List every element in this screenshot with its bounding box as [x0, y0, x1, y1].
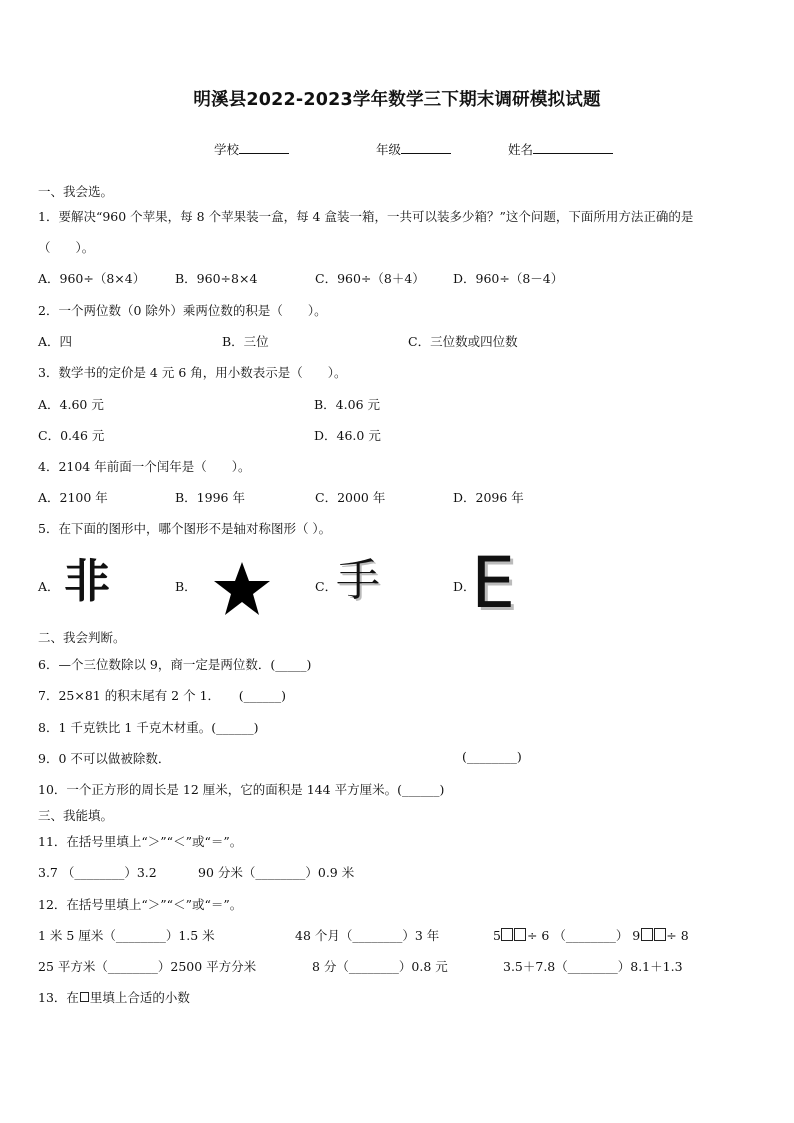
shou-character-figure: 手 [336, 555, 380, 606]
name-blank[interactable] [533, 140, 613, 154]
judge-q6: 6．—个三位数除以 9，商一定是两位数．(_____) [38, 657, 312, 672]
section-heading-2: 二、我会判断。 [38, 630, 126, 645]
name-label: 姓名 [508, 142, 534, 157]
fill-q12-r2-c[interactable]: 3.5＋7.8（________）8.1＋1.3 [503, 959, 683, 974]
small-box-icon [80, 992, 89, 1002]
fill-q11-stem: 11．在括号里填上“＞”“＜”或“＝”。 [38, 834, 243, 849]
fill-q12-r2-a[interactable]: 25 平方米（________）2500 平方分米 [38, 959, 257, 974]
q1-stem-line1: 1．要解决“960 个苹果，每 8 个苹果装一盒，每 4 盒装一箱，一共可以装多少箱？”这个问题，下面所用方法正确的是 [38, 209, 694, 224]
school-field [214, 140, 289, 158]
q5-option-c-label[interactable]: C． [315, 579, 338, 594]
fill-q12-r1-c-pre: 5 [493, 928, 501, 943]
q2-option-a[interactable]: A．四 [38, 334, 73, 349]
name-field [508, 140, 613, 158]
q1-stem-line2: （ ）。 [38, 240, 95, 255]
digit-box[interactable] [654, 928, 666, 941]
letter-e-figure: E [471, 542, 516, 624]
fill-q13-post: 里填上合适的小数 [89, 990, 190, 1005]
q3-option-c[interactable]: C．0.46 元 [38, 428, 105, 443]
fill-q12-r1-c-mid: ÷ 6 （________） 9 [526, 928, 641, 943]
q2-option-c[interactable]: C．三位数或四位数 [408, 334, 518, 349]
judge-q8: 8．1 千克铁比 1 千克木材重。(______) [38, 720, 259, 735]
q4-option-a[interactable]: A．2100 年 [38, 490, 108, 505]
judge-q7: 7．25×81 的积末尾有 2 个 1． (______) [38, 688, 287, 703]
digit-box[interactable] [501, 928, 513, 941]
q2-stem: 2．一个两位数（0 除外）乘两位数的积是（ ）。 [38, 303, 327, 318]
fill-q13-pre: 13．在 [38, 990, 79, 1005]
q1-option-d[interactable]: D．960÷（8－4） [453, 271, 564, 286]
section-heading-3: 三、我能填。 [38, 808, 114, 823]
judge-q9-blank[interactable]: (________) [462, 749, 522, 764]
fill-q12-r2-b[interactable]: 8 分（________）0.8 元 [312, 959, 448, 974]
q4-option-d[interactable]: D．2096 年 [453, 490, 524, 505]
q2-option-b[interactable]: B．三位 [222, 334, 269, 349]
fill-q13 [38, 988, 190, 1006]
fill-q11-b[interactable]: 90 分米（________）0.9 米 [198, 865, 355, 880]
digit-box[interactable] [641, 928, 653, 941]
q4-stem: 4．2104 年前面一个闰年是（ ）。 [38, 459, 251, 474]
school-blank[interactable] [239, 140, 289, 154]
q4-option-b[interactable]: B．1996 年 [175, 490, 245, 505]
q5-stem: 5．在下面的图形中，哪个图形不是轴对称图形（ ）。 [38, 521, 332, 536]
q4-option-c[interactable]: C．2000 年 [315, 490, 386, 505]
q3-stem: 3．数学书的定价是 4 元 6 角，用小数表示是（ ）。 [38, 365, 347, 380]
digit-box[interactable] [514, 928, 526, 941]
star-icon [212, 560, 272, 621]
q5-option-a-label[interactable]: A． [38, 579, 60, 594]
fill-q12-stem: 12．在括号里填上“＞”“＜”或“＝”。 [38, 897, 243, 912]
fill-q12-r1-a[interactable]: 1 米 5 厘米（________）1.5 米 [38, 928, 215, 943]
q3-option-b[interactable]: B．4.06 元 [314, 397, 380, 412]
fei-character-figure: 非 [64, 554, 110, 608]
judge-q9: 9．0 不可以做被除数． [38, 751, 171, 766]
grade-field [376, 140, 451, 158]
school-label: 学校 [214, 142, 240, 157]
q5-option-d-label[interactable]: D． [453, 579, 476, 594]
judge-q10: 10．一个正方形的周长是 12 厘米，它的面积是 144 平方厘米。(______) [38, 782, 445, 797]
fill-q12-r1-b[interactable]: 48 个月（________）3 年 [295, 928, 440, 943]
q3-option-a[interactable]: A．4.60 元 [38, 397, 104, 412]
page-title: 明溪县2022-2023学年数学三下期末调研模拟试题 [193, 90, 601, 110]
q1-option-c[interactable]: C．960÷（8＋4） [315, 271, 425, 286]
fill-q12-r1-c[interactable] [493, 926, 689, 944]
q5-option-b-label[interactable]: B． [175, 579, 197, 594]
section-heading-1: 一、我会选。 [38, 184, 114, 199]
grade-label: 年级 [376, 142, 402, 157]
q1-option-a[interactable]: A．960÷（8×4） [38, 271, 146, 286]
fill-q11-a[interactable]: 3.7 （________）3.2 [38, 865, 157, 880]
grade-blank[interactable] [401, 140, 451, 154]
q1-option-b[interactable]: B．960÷8×4 [175, 271, 258, 286]
q3-option-d[interactable]: D．46.0 元 [314, 428, 381, 443]
fill-q12-r1-c-post: ÷ 8 [666, 928, 689, 943]
